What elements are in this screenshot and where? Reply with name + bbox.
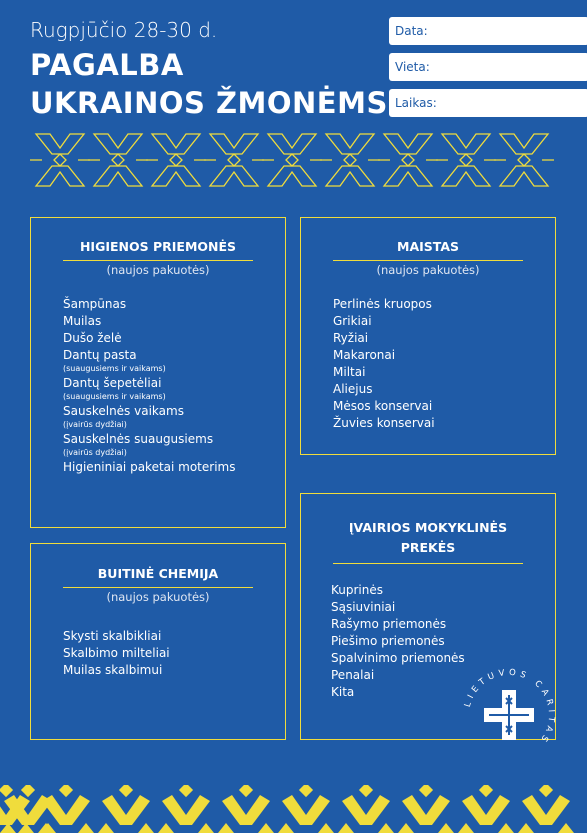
chemicals-box — [30, 543, 286, 740]
list-item: Piešimo priemonės — [331, 634, 445, 648]
school-list — [331, 582, 465, 701]
chemicals-title: BUITINĖ CHEMIJA — [97, 566, 219, 581]
list-item: Aliejus — [333, 382, 373, 396]
list-item: Higieniniai paketai moterims — [63, 460, 236, 474]
title-line-1: PAGALBA — [30, 48, 184, 82]
item-note: (suaugusiems ir vaikams) — [63, 364, 166, 373]
food-subtitle: (naujos pakuotės) — [376, 263, 480, 277]
title-line-2: UKRAINOS ŽMONĖMS — [30, 86, 388, 120]
list-item: Grikiai — [333, 314, 372, 328]
list-item: Dantų pasta (suaugusiems ir vaikams) — [63, 347, 235, 375]
food-title: MAISTAS — [397, 239, 459, 254]
list-item: Perlinės kruopos — [333, 297, 432, 311]
chemicals-divider — [63, 587, 253, 588]
list-item: Sauskelnės vaikams (įvairūs dydžiai) — [63, 403, 235, 431]
list-item: Skysti skalbikliai — [63, 629, 162, 643]
list-item: Muilas — [63, 314, 102, 328]
list-item: Dušo želė — [63, 331, 122, 345]
page-title — [30, 46, 388, 122]
logo-text: LIETUVOS CARITAS — [462, 668, 556, 747]
list-item: Ryžiai — [333, 331, 369, 345]
food-box — [300, 217, 556, 455]
date-field[interactable]: Data: — [389, 17, 587, 45]
hygiene-divider — [63, 260, 253, 261]
list-item: Spalvinimo priemonės — [331, 651, 465, 665]
item-note: (įvairūs dydžiai) — [63, 420, 127, 429]
time-field[interactable]: Laikas: — [389, 89, 587, 117]
item-note: (suaugusiems ir vaikams) — [63, 392, 166, 401]
list-item: Kuprinės — [331, 583, 384, 597]
list-item: Dantų šepetėliai (suaugusiems ir vaikams) — [63, 375, 235, 403]
list-item: Penalai — [331, 668, 375, 682]
list-item: Kita — [331, 685, 355, 699]
folk-ornament-top — [30, 130, 557, 190]
list-item: Mėsos konservai — [333, 399, 433, 413]
chemicals-list — [63, 628, 170, 679]
food-list — [333, 296, 435, 432]
folk-ornament-bottom — [0, 785, 587, 833]
item-note: (įvairūs dydžiai) — [63, 448, 127, 457]
chemicals-subtitle: (naujos pakuotės) — [106, 590, 210, 604]
hygiene-box — [30, 217, 286, 528]
hygiene-list — [63, 296, 235, 476]
school-title-line-2: PREKĖS — [400, 540, 456, 555]
list-item: Miltai — [333, 365, 366, 379]
event-date: Rugpjūčio 28-30 d. — [30, 18, 218, 42]
food-divider — [333, 260, 523, 261]
caritas-logo — [462, 668, 556, 762]
list-item: Skalbimo milteliai — [63, 646, 170, 660]
hygiene-subtitle: (naujos pakuotės) — [106, 263, 210, 277]
list-item: Šampūnas — [63, 297, 127, 311]
hygiene-title: HIGIENOS PRIEMONĖS — [79, 239, 237, 254]
school-title-line-1: ĮVAIRIOS MOKYKLINĖS — [348, 520, 508, 535]
list-item: Sauskelnės suaugusiems (įvairūs dydžiai) — [63, 431, 235, 459]
place-field[interactable]: Vieta: — [389, 53, 587, 81]
school-divider — [333, 563, 523, 564]
list-item: Rašymo priemonės — [331, 617, 447, 631]
list-item: Žuvies konservai — [333, 416, 435, 430]
list-item: Makaronai — [333, 348, 396, 362]
list-item: Muilas skalbimui — [63, 663, 163, 677]
list-item: Sąsiuviniai — [331, 600, 396, 614]
